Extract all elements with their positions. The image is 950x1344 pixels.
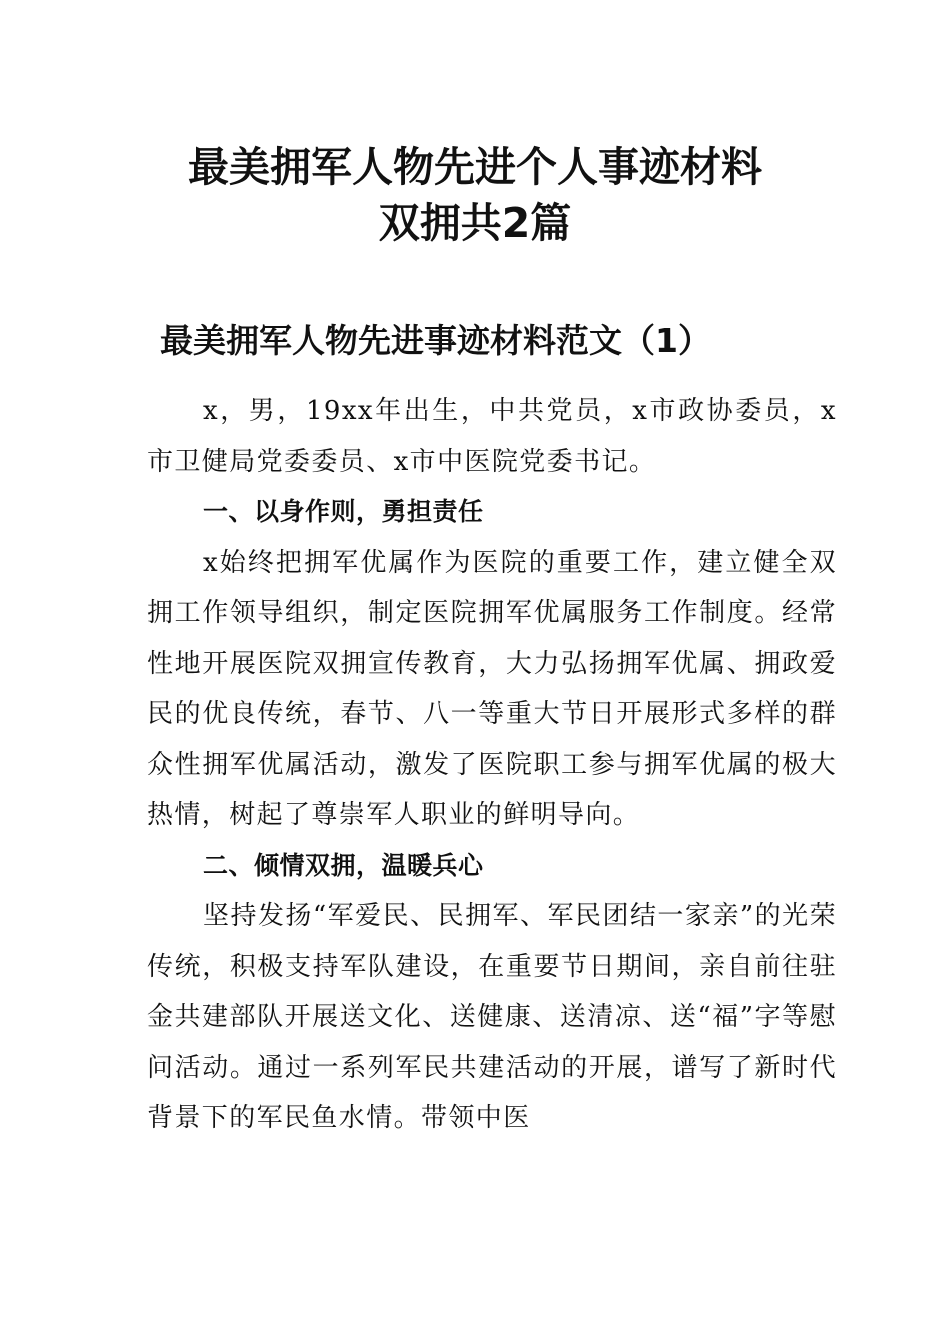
document-body: [147, 386, 837, 1144]
document-subtitle: 最美拥军人物先进事迹材料范文（1）: [160, 321, 711, 360]
section-heading: 二、倾情双拥，温暖兵心: [203, 850, 484, 880]
document-title-line-1: 最美拥军人物先进个人事迹材料: [188, 143, 762, 191]
section-paragraph: x始终把拥军优属作为医院的重要工作，建立健全双拥工作领导组织，制定医院拥军优属服务工作制度。经常性地开展医院双拥宣传教育，大力弘扬拥军优属、拥政爱民的优良传统，春节、八一等重大节日开展形式多样的群众性拥军优属活动，激发了医院职工参与拥军优属的极大热情，树起了尊崇军人职业的鲜明导向。: [147, 547, 837, 830]
section-heading: 一、以身作则，勇担责任: [203, 497, 484, 526]
document-title-line-2: 双拥共2篇: [378, 199, 572, 247]
intro-paragraph: x，男，19xx年出生，中共党员，x市政协委员，x市卫健局党委委员、x市中医院党委书记。: [147, 396, 837, 477]
section-paragraph: 坚持发扬“军爱民、民拥军、军民团结一家亲”的光荣传统，积极支持军队建设，在重要节日期间，亲自前往驻金共建部队开展送文化、送健康、送清凉、送“福”字等慰问活动。通过一系列军民共建活动的开展，谱写了新时代背景下的军民鱼水情。带领中医: [147, 901, 837, 1133]
